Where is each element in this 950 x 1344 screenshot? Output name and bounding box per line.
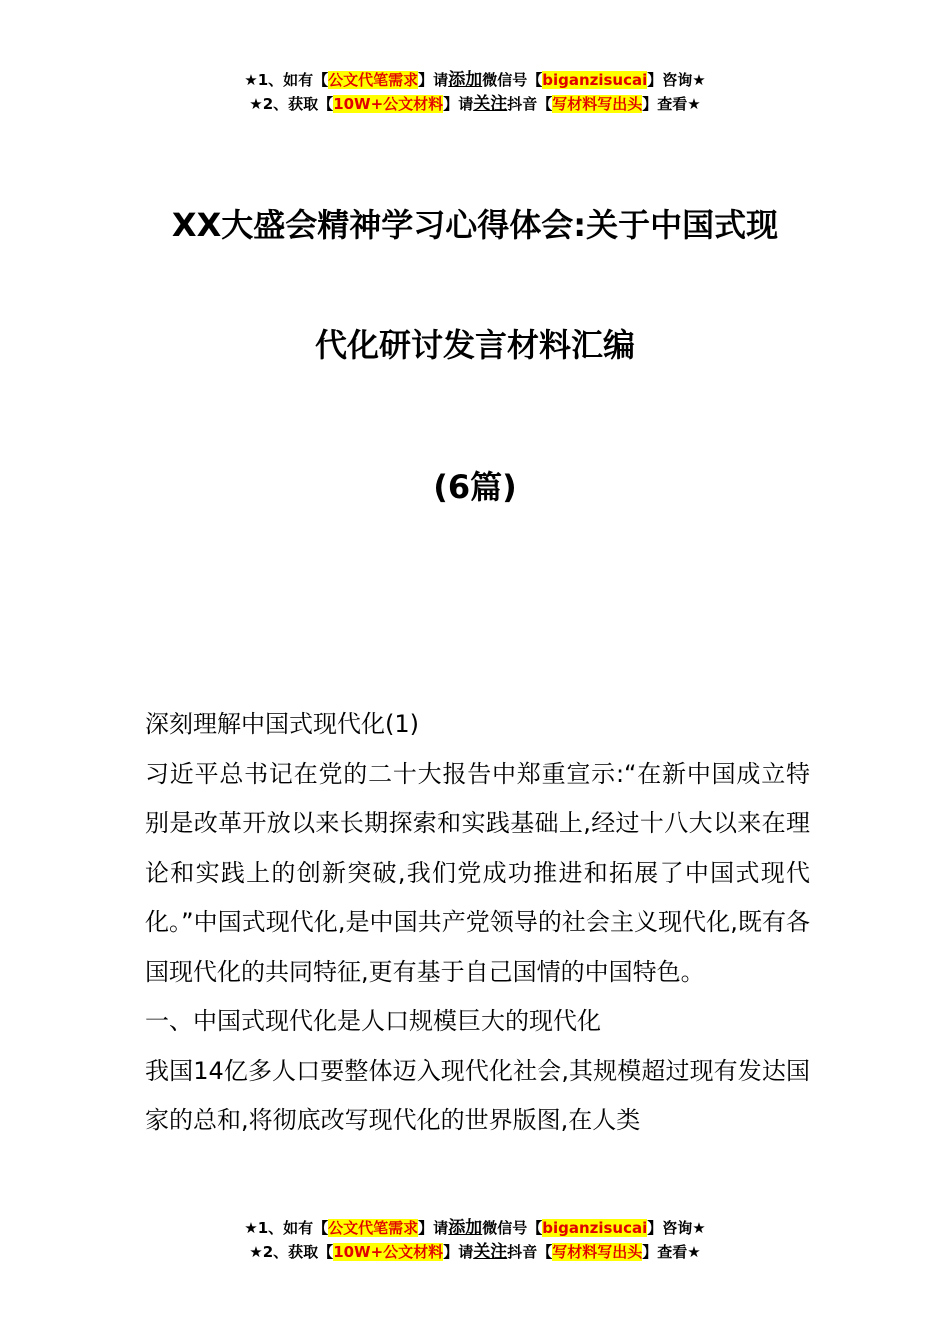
promo-emphasis: 添加 — [448, 1218, 483, 1238]
paragraph: 习近平总书记在党的二十大报告中郑重宣示:“在新中国成立特别是改革开放以来长期探索和实践基础上,经过十八大以来在理论和实践上的创新突破,我们党成功推进和拓展了中国式现代化。”中国式现代化,是中国共产党领导的社会主义现代化,既有各国现代化的共同特征,更有基于自己国情的中国特色。 — [145, 759, 810, 986]
promo-douyin-id: 写材料写出头 — [552, 95, 643, 113]
promo-line-1 — [0, 68, 950, 92]
promo-text: ★2、获取【 — [249, 1243, 334, 1261]
promo-emphasis: 添加 — [448, 70, 483, 90]
article-heading: 深刻理解中国式现代化(1) — [145, 710, 419, 738]
promo-text: 】查看★ — [642, 1243, 701, 1261]
promo-line-2 — [0, 92, 950, 116]
promo-line-2 — [0, 1240, 950, 1264]
document-body — [145, 700, 810, 1146]
document-title-count: (6篇) — [433, 468, 517, 506]
promo-text: 抖音【 — [507, 95, 553, 113]
promo-text: 】咨询★ — [647, 71, 706, 89]
promo-text: 】请 — [418, 71, 449, 89]
promo-douyin-id: 写材料写出头 — [552, 1243, 643, 1261]
promo-emphasis: 关注 — [473, 94, 508, 114]
promo-highlight: 公文代笔需求 — [328, 1219, 419, 1237]
promo-text: 微信号【 — [482, 1219, 543, 1237]
document-title-line-2: 代化研讨发言材料汇编 — [314, 326, 635, 364]
top-promo-banner — [0, 68, 950, 116]
promo-text: ★2、获取【 — [249, 95, 334, 113]
promo-text: 】查看★ — [642, 95, 701, 113]
promo-emphasis: 关注 — [473, 1242, 508, 1262]
promo-text: 】请 — [443, 1243, 474, 1261]
bottom-promo-banner — [0, 1216, 950, 1264]
promo-line-1 — [0, 1216, 950, 1240]
promo-text: ★1、如有【 — [244, 71, 329, 89]
promo-text: 】咨询★ — [647, 1219, 706, 1237]
document-title-line-1: XX大盛会精神学习心得体会:关于中国式现 — [171, 206, 779, 244]
promo-highlight: 10W+公文材料 — [333, 1243, 444, 1261]
paragraph: 我国14亿多人口要整体迈入现代化社会,其规模超过现有发达国家的总和,将彻底改写现代化的世界版图,在人类 — [145, 1056, 810, 1134]
promo-text: 微信号【 — [482, 71, 543, 89]
promo-text: ★1、如有【 — [244, 1219, 329, 1237]
promo-text: 抖音【 — [507, 1243, 553, 1261]
promo-text: 】请 — [443, 95, 474, 113]
section-heading: 一、中国式现代化是人口规模巨大的现代化 — [145, 1007, 601, 1035]
promo-text: 】请 — [418, 1219, 449, 1237]
promo-wechat-id: biganzisucai — [542, 71, 648, 89]
promo-highlight: 10W+公文材料 — [333, 95, 444, 113]
promo-wechat-id: biganzisucai — [542, 1219, 648, 1237]
promo-highlight: 公文代笔需求 — [328, 71, 419, 89]
